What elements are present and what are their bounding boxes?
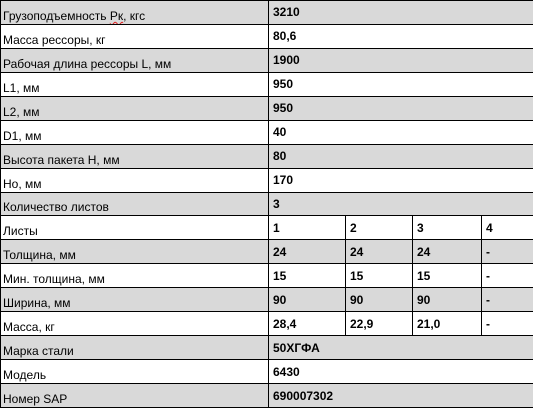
row-h0 bbox=[1, 168, 533, 192]
leaf-value: 21,0 bbox=[413, 312, 482, 336]
label-width: Ширина, мм bbox=[1, 288, 269, 312]
leaf-number: 3 bbox=[413, 216, 482, 240]
leaf-value: 24 bbox=[269, 240, 346, 264]
value-model: 6430 bbox=[269, 360, 533, 384]
label-model: Модель bbox=[1, 360, 269, 384]
value-l1: 950 bbox=[269, 72, 533, 96]
value-load-capacity: 3210 bbox=[269, 1, 533, 25]
label-thickness: Толщина, мм bbox=[1, 240, 269, 264]
leaf-value: 28,4 bbox=[269, 312, 346, 336]
leaf-value: 22,9 bbox=[346, 312, 413, 336]
label-h0: Hо, мм bbox=[1, 168, 269, 192]
value-l2: 950 bbox=[269, 96, 533, 120]
label-min-thickness: Мин. толщина, мм bbox=[1, 264, 269, 288]
value-steel-grade: 50ХГФА bbox=[269, 336, 533, 360]
row-leaves-header bbox=[1, 216, 533, 240]
label-load-capacity: Грузоподъемность Рк, кгс bbox=[1, 1, 269, 25]
leaf-value: 24 bbox=[413, 240, 482, 264]
label-spring-mass: Масса рессоры, кг bbox=[1, 24, 269, 48]
leaf-value: 90 bbox=[269, 288, 346, 312]
value-leaf-count: 3 bbox=[269, 192, 533, 216]
leaf-number: 2 bbox=[346, 216, 413, 240]
label-sap-number: Номер SAP bbox=[1, 384, 269, 408]
label-l2: L2, мм bbox=[1, 96, 269, 120]
leaf-value: 15 bbox=[269, 264, 346, 288]
value-h0: 170 bbox=[269, 168, 533, 192]
leaf-number: 4 bbox=[482, 216, 533, 240]
row-pack-height bbox=[1, 144, 533, 168]
leaf-value: - bbox=[482, 312, 533, 336]
value-d1: 40 bbox=[269, 120, 533, 144]
label-d1: D1, мм bbox=[1, 120, 269, 144]
label-working-length: Рабочая длина рессоры L, мм bbox=[1, 48, 269, 72]
value-sap-number: 690007302 bbox=[269, 384, 533, 408]
value-working-length: 1900 bbox=[269, 48, 533, 72]
leaf-value: 15 bbox=[413, 264, 482, 288]
row-sap-number bbox=[1, 384, 533, 408]
row-l2 bbox=[1, 96, 533, 120]
leaf-value: 15 bbox=[346, 264, 413, 288]
leaf-value: 90 bbox=[413, 288, 482, 312]
row-leaf-count bbox=[1, 192, 533, 216]
row-model bbox=[1, 360, 533, 384]
row-width bbox=[1, 288, 533, 312]
label-l1: L1, мм bbox=[1, 72, 269, 96]
value-pack-height: 80 bbox=[269, 144, 533, 168]
leaf-value: 90 bbox=[346, 288, 413, 312]
value-spring-mass: 80,6 bbox=[269, 24, 533, 48]
row-load-capacity bbox=[1, 1, 533, 25]
label-leaf-mass: Масса, кг bbox=[1, 312, 269, 336]
leaf-value: - bbox=[482, 264, 533, 288]
row-working-length bbox=[1, 48, 533, 72]
leaf-value: - bbox=[482, 240, 533, 264]
row-d1 bbox=[1, 120, 533, 144]
label-leaf-count: Количество листов bbox=[1, 192, 269, 216]
leaf-number: 1 bbox=[269, 216, 346, 240]
row-steel-grade bbox=[1, 336, 533, 360]
row-leaf-mass bbox=[1, 312, 533, 336]
spellcheck-marked-word: Рк bbox=[109, 8, 124, 23]
row-min-thickness bbox=[1, 264, 533, 288]
label-steel-grade: Марка стали bbox=[1, 336, 269, 360]
leaf-value: - bbox=[482, 288, 533, 312]
row-spring-mass bbox=[1, 24, 533, 48]
row-l1 bbox=[1, 72, 533, 96]
label-leaves: Листы bbox=[1, 216, 269, 240]
leaf-value: 24 bbox=[346, 240, 413, 264]
row-thickness bbox=[1, 240, 533, 264]
label-pack-height: Высота пакета H, мм bbox=[1, 144, 269, 168]
